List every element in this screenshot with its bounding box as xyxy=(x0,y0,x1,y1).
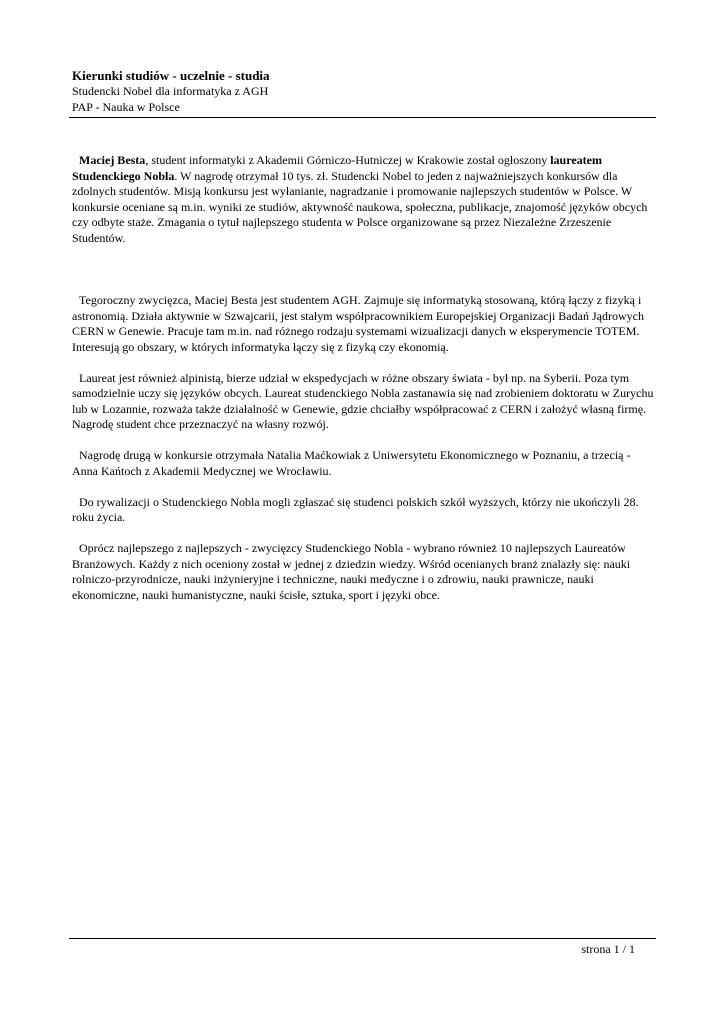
site-title: Kierunki studiów - uczelnie - studia xyxy=(72,68,270,83)
document-header xyxy=(72,68,656,115)
paragraph-1 xyxy=(72,153,656,246)
article-body xyxy=(72,153,656,603)
laureate-phrase: laureatem Studenckiego Nobla xyxy=(72,153,602,183)
paragraph-1-text-a: , student informatyki z Akademii Górniczo-Hutniczej w Krakowie został ogłoszony xyxy=(145,153,551,167)
article-title: Studencki Nobel dla informatyka z AGH xyxy=(72,84,269,98)
paragraph-3: Laureat jest również alpinistą, bierze udział w ekspedycjach w różne obszary świata - był np. na Syberii. Poza tym samodzielnie uczy się języków obcych. Laureat studenckiego Nobla zastanawia się nad zrobieniem doktoratu w Zurychu lub w Lozannie, rozważa także działalność w Genewie, gdzie chciałby współpracować z CERN i założyć własną firmę. Nagrodę student chce przeznaczyć na własny rozwój. xyxy=(72,370,654,431)
paragraph-1-text-b: . W nagrodę otrzymał 10 tys. zł. Studencki Nobel to jeden z najważniejszych konkursów dla zdolnych studentów. Misją konkursu jest wyłanianie, nagradzanie i promowanie najlepszych studentów w Polsce. W konkursie oceniane są m.in. wyniki ze studiów, aktywność naukowa, społeczna, publikacje, znajomość języków obcych czy odbyte staże. Zmagania o tytuł najlepszego studenta w Polsce organizowane są przez Niezależne Zrzeszenie Studentów. xyxy=(72,168,648,245)
paragraph-5: Do rywalizacji o Studenckiego Nobla mogli zgłaszać się studenci polskich szkół wyższych, którzy nie ukończyli 28. roku życia. xyxy=(72,494,639,524)
page-number: strona 1 / 1 xyxy=(581,942,635,956)
paragraph-6: Oprócz najlepszego z najlepszych - zwycięzcy Studenckiego Nobla - wybrano również 10 najlepszych Laureatów Branżowych. Każdy z nich oceniony został w jednej z dziedzin wiedzy. Wśród ocenianych branż znalazły się: nauki rolniczo-przyrodnicze, nauki inżynieryjne i techniczne, nauki medyczne i o zdrowiu, nauki prawnicze, nauki ekonomiczne, nauki humanistyczne, nauki ścisłe, sztuka, sport i języki obce. xyxy=(72,541,631,602)
paragraph-2: Tegoroczny zwycięzca, Maciej Besta jest studentem AGH. Zajmuje się informatyką stosowaną, którą łączy z fizyką i astronomią. Działa aktywnie w Szwajcarii, jest stałym współpracownikiem Europejskiej Organizacji Badań Jądrowych CERN w Genewie. Pracuje tam m.in. nad różnego rodzaju systemami wizualizacji danych w eksperymencie TOTEM. Interesują go obszary, w których informatyka łączy się z fizyką czy ekonomią. xyxy=(72,293,644,354)
article-source: PAP - Nauka w Polsce xyxy=(72,99,180,114)
winner-name: Maciej Besta xyxy=(79,153,146,167)
header-divider xyxy=(69,117,656,118)
footer-divider xyxy=(69,938,656,939)
paragraph-4: Nagrodę drugą w konkursie otrzymała Natalia Maćkowiak z Uniwersytetu Ekonomicznego w Poznaniu, a trzecią - Anna Kańtoch z Akademii Medycznej we Wrocławiu. xyxy=(72,448,631,478)
